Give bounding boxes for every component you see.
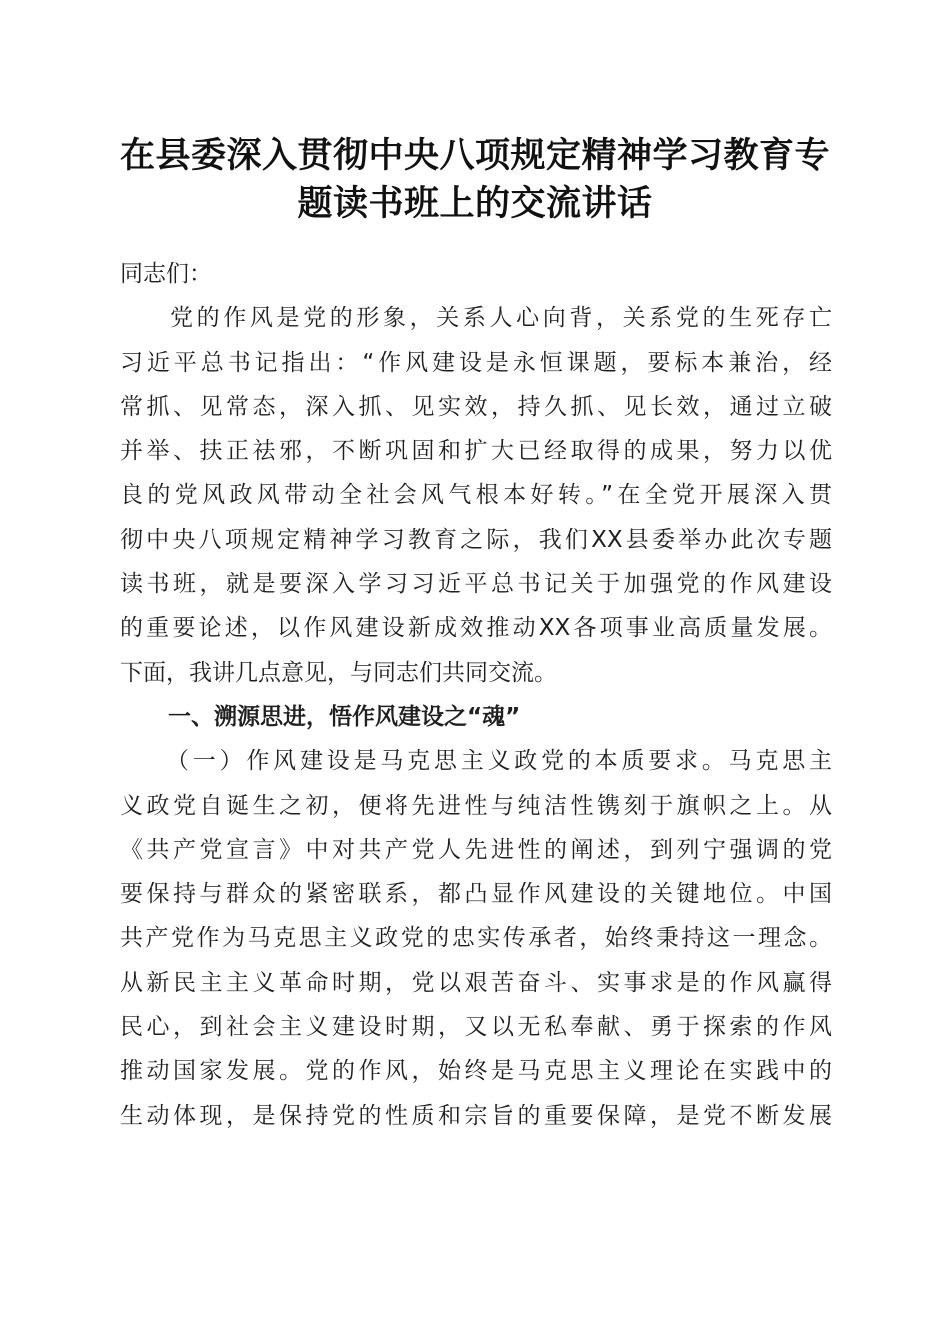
paragraph-line: 良的党风政风带动全社会风气根本好转。”在全党开展深入贯	[120, 482, 832, 509]
paragraph-line: 义政党自诞生之初，便将先进性与纯洁性镌刻于旗帜之上。从	[120, 792, 832, 819]
paragraph-line: 读书班，就是要深入学习习近平总书记关于加强党的作风建设	[120, 571, 832, 598]
salutation: 同志们：	[120, 261, 212, 287]
paragraph-line: 彻中央八项规定精神学习教育之际，我们XX县委举办此次专题	[120, 526, 832, 553]
paragraph-line: 并举、扶正祛邪，不断巩固和扩大已经取得的成果，努力以优	[120, 438, 832, 465]
document-title	[100, 132, 850, 228]
paragraph-line: 常抓、见常态，深入抓、见实效，持久抓、见长效，通过立破	[120, 393, 832, 420]
paragraph-line: 从新民主主义革命时期，党以艰苦奋斗、实事求是的作风赢得	[120, 969, 832, 996]
paragraph-2	[120, 739, 832, 1138]
paragraph-line: 的重要论述，以作风建设新成效推动XX各项事业高质量发展。	[120, 615, 832, 642]
title-line: 题读书班上的交流讲话	[297, 183, 653, 224]
document-body	[120, 252, 832, 1138]
paragraph-line: 民心，到社会主义建设时期，又以无私奉献、勇于探索的作风	[120, 1014, 832, 1041]
title-line: 在县委深入贯彻中央八项规定精神学习教育专	[119, 135, 830, 176]
paragraph-line: 下面，我讲几点意见，与同志们共同交流。	[120, 659, 557, 686]
paragraph-line: 推动国家发展。党的作风，始终是马克思主义理论在实践中的	[120, 1058, 832, 1085]
paragraph-line: （一）作风建设是马克思主义政党的本质要求。马克思主	[166, 748, 832, 775]
paragraph-1	[120, 296, 832, 695]
paragraph-line: 生动体现，是保持党的性质和宗旨的重要保障，是党不断发展	[120, 1102, 832, 1129]
paragraph-line: 党的作风是党的形象，关系人心向背，关系党的生死存亡	[170, 305, 832, 332]
paragraph-line: 共产党作为马克思主义政党的忠实传承者，始终秉持这一理念。	[120, 925, 832, 952]
section-heading: 一、溯源思进，悟作风建设之“魂”	[168, 703, 521, 730]
paragraph-line: 要保持与群众的紧密联系，都凸显作风建设的关键地位。中国	[120, 881, 832, 908]
paragraph-line: 《共产党宣言》中对共产党人先进性的阐述，到列宁强调的党	[120, 836, 832, 863]
paragraph-line: 习近平总书记指出：“作风建设是永恒课题，要标本兼治，经	[120, 349, 832, 376]
